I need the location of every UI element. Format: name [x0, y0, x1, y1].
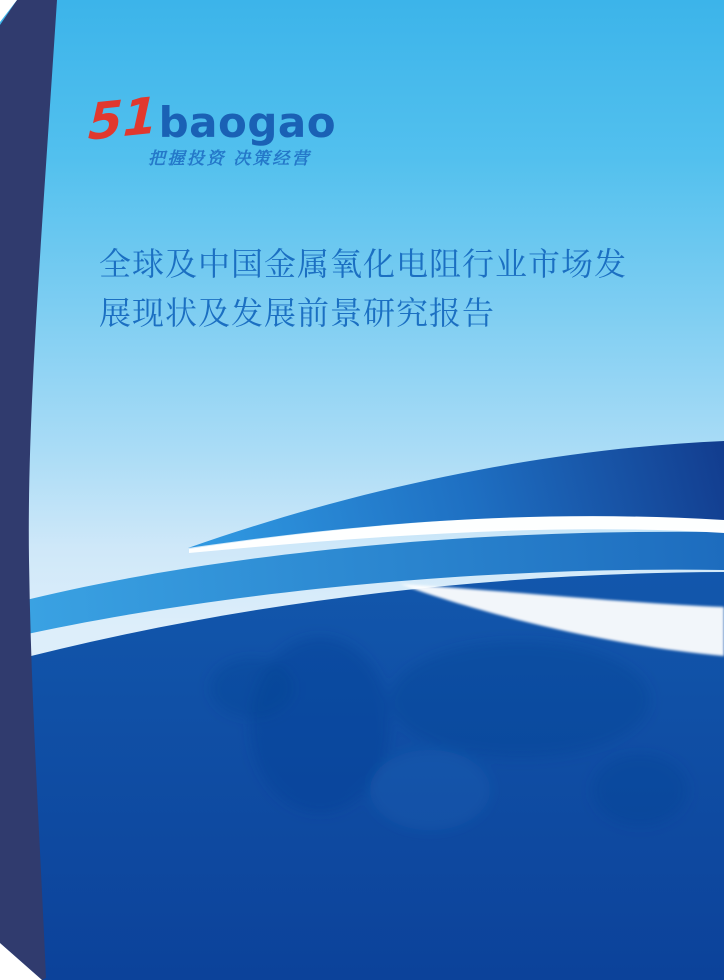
report-title-line1: 全球及中国金属氧化电阻行业市场发	[99, 246, 628, 282]
logo-wordmark: baogao	[158, 98, 337, 147]
brand-logo	[87, 86, 337, 168]
report-title-line2: 展现状及发展前景研究报告	[99, 295, 496, 331]
brand-slogan: 把握投资 决策经营	[148, 149, 312, 168]
report-title	[99, 240, 689, 338]
logo-51-mark-icon: 51	[87, 86, 159, 152]
